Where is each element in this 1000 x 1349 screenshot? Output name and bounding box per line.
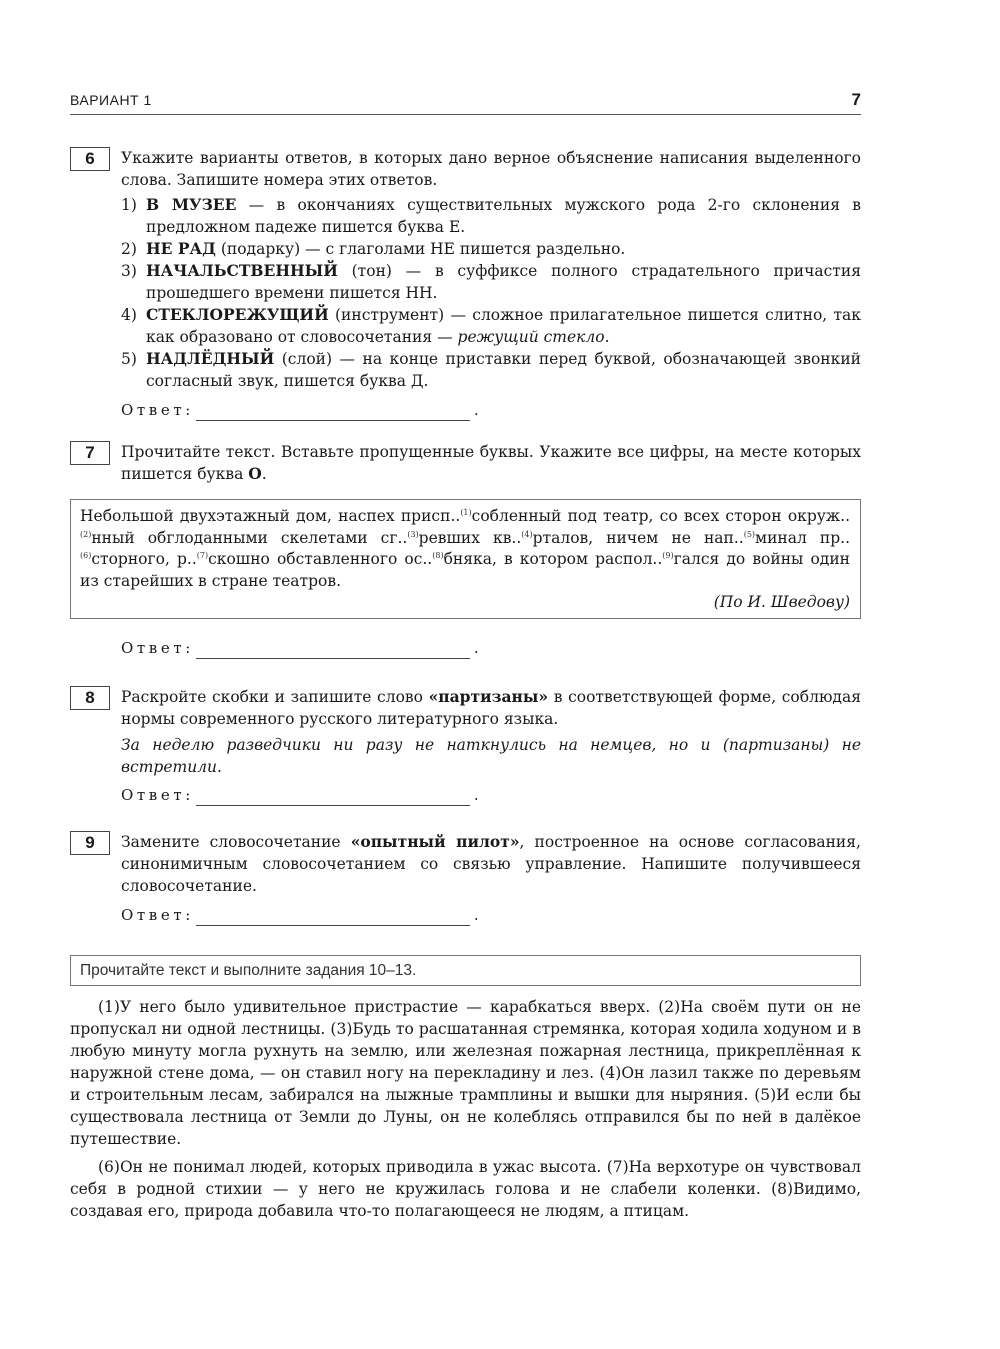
passage-paragraph: (1)У него было удивительное пристрастие — карабкаться вверх. (2)На своём пути он не пропускал ни одной лестницы. (3)Будь то расшатанная стремянка, которая ходила ходуном и в любую минуту могла рухнуть на землю, или железная пожарная лестница, прикреплённая к наружной стене дома, — он ставил ногу на перекладину и лез. (4)Он лазил также по деревьям и строительным лесам, забирался на лыжные трамплины и вышки для ныряния. (5)И если бы существовала лестница от Земли до Луны, он не колеблясь отправился бы по ней в далёкое путешествие. [70,998,861,1148]
answer-label: Ответ: [121,786,194,804]
answer-label: Ответ: [121,639,194,657]
answer-row: Ответ: . [121,639,479,657]
option-item: 2) НЕ РАД (подарку) — с глаголами НЕ пишется раздельно. [121,239,626,258]
task-prompt: Замените словосочетание «опытный пилот», построенное на основе согласования, синонимичным словосочетанием со связью управление. Напишите получившееся словосочетание. [121,832,861,895]
task-8 [70,686,861,806]
task-7-textbox [70,499,861,619]
task-prompt: Раскройте скобки и запишите слово «партизаны» в соответствующей форме, соблюдая нормы современного русского литературного языка. [121,687,861,728]
answer-line-input[interactable] [196,406,470,421]
answer-row: Ответ: . [121,401,479,419]
page-header [70,92,861,115]
answer-label: Ответ: [121,906,194,924]
answer-line-input[interactable] [196,911,470,926]
option-item: 4) СТЕКЛОРЕЖУЩИЙ (инструмент) — сложное прилагательное пишется слитно, так как образовано от словосочетания — режущий стекло. [121,305,861,346]
answer-row: Ответ: . [121,786,479,804]
text-source: (По И. Шведову) [713,593,850,611]
reading-passage [70,996,861,1222]
task-7-text: Небольшой двухэтажный дом, наспех присп..$^{(1)}$собленный под театр, со всех сторон окруж..$^{(2)}$нный обглоданными скелетами сг..$^{(3)}$ревших кв..$^{(4)}$рталов, ничем не нап..$^{(5)}$минал пр..$^{(6)}$сторного, р..$^{(7)}$скошно обставленного ос..$^{(8)}$бняка, в котором распол..$^{(9)}$гался до войны один из старейших в стране театров. [80,507,851,590]
reading-instruction: Прочитайте текст и выполните задания 10–13. [70,955,861,986]
task-9 [70,831,861,926]
task-sentence: За неделю разведчики ни разу не наткнулись на немцев, но и (партизаны) не встретили. [121,736,861,776]
task-number-box: 7 [70,441,110,465]
option-item: 3) НАЧАЛЬСТВЕННЫЙ (тон) — в суффиксе полного страдательного причастия прошедшего времени пишется НН. [121,261,861,302]
options-list [121,194,861,392]
task-prompt: Укажите варианты ответов, в которых дано верное объяснение написания выделенного слова. Запишите номера этих ответов. [121,149,861,189]
task-number-box: 9 [70,831,110,855]
answer-line-input[interactable] [196,791,470,806]
page-number: 7 [851,90,861,109]
answer-label: Ответ: [121,401,194,419]
option-item: 1) В МУЗЕЕ — в окончаниях существительных мужского рода 2-го склонения в предложном падеже пишется буква Е. [121,195,861,236]
task-prompt: Прочитайте текст. Вставьте пропущенные буквы. Укажите все цифры, на месте которых пишется буква О. [121,443,861,483]
task-7 [70,441,861,485]
task-number-box: 6 [70,147,110,171]
option-item: 5) НАДЛЁДНЫЙ (слой) — на конце приставки перед буквой, обозначающей звонкий согласный звук, пишется буква Д. [121,349,861,390]
task-number-box: 8 [70,686,110,710]
answer-row: Ответ: . [121,906,479,924]
task-7-answer [70,637,861,659]
task-6 [70,147,861,421]
variant-label: ВАРИАНТ 1 [70,92,152,108]
answer-line-input[interactable] [196,644,470,659]
passage-paragraph: (6)Он не понимал людей, которых приводила в ужас высота. (7)На верхотуре он чувствовал себя в родной стихии — у него не кружилась голова и не слабели коленки. (8)Видимо, создавая его, природа добавила что-то полагающееся не людям, а птицам. [70,1158,861,1220]
